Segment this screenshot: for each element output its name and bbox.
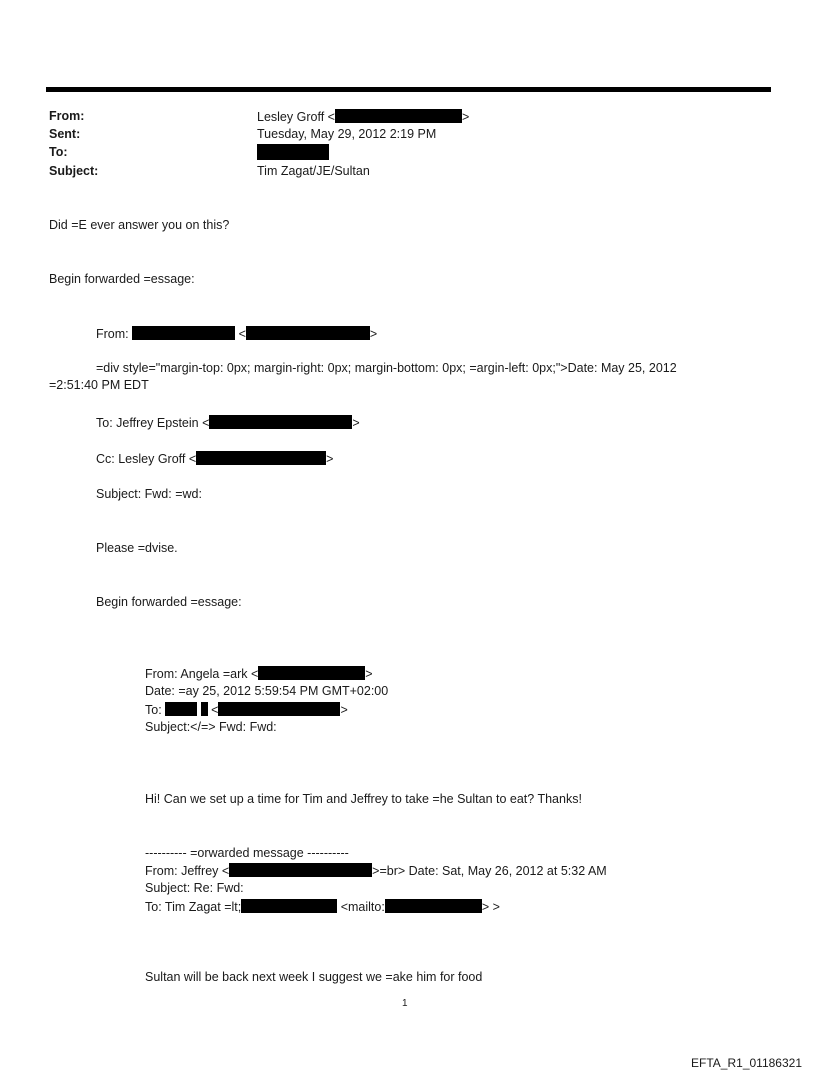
- sent-value: Tuesday, May 29, 2012 2:19 PM: [257, 127, 437, 141]
- fwd2-to-prefix: To:: [145, 703, 162, 717]
- fwd3-message: Sultan will be back next week I suggest we =ake him for food: [145, 970, 483, 984]
- fwd3-to-line: [145, 899, 500, 915]
- fwd1-from-mid: <: [238, 327, 246, 341]
- fwd1-begin: Begin forwarded =essage:: [96, 595, 242, 609]
- fwd3-subject: Subject: Re: Fwd:: [145, 881, 244, 895]
- fwd1-to-prefix: To: Jeffrey Epstein <: [96, 416, 210, 430]
- fwd2-to-line: [145, 702, 348, 718]
- fwd1-to-tail: >: [352, 416, 360, 430]
- from-value: [257, 109, 469, 125]
- fwd2-from-line: [145, 666, 373, 682]
- fwd3-separator: ---------- =orwarded message ----------: [145, 846, 349, 860]
- subject-label: Subject:: [49, 164, 99, 178]
- fwd1-div-line-1: =div style="margin-top: 0px; margin-right: 0px; margin-bottom: 0px; =argin-left: 0px;">Date: May 25, 2012: [96, 361, 677, 375]
- redaction-block: [246, 326, 370, 340]
- fwd2-subject: Subject:</=> Fwd: Fwd:: [145, 720, 277, 734]
- fwd3-to-mid: <mailto:: [340, 900, 385, 914]
- redaction-block: [229, 863, 372, 877]
- fwd2-to-mid: <: [211, 703, 219, 717]
- fwd2-from-tail: >: [365, 667, 373, 681]
- redaction-block: [258, 666, 365, 680]
- fwd3-from-line: [145, 863, 607, 879]
- redaction-block: [165, 702, 197, 716]
- to-label: To:: [49, 145, 68, 159]
- fwd1-cc-prefix: Cc: Lesley Groff <: [96, 452, 197, 466]
- document-id: EFTA_R1_01186321: [691, 1056, 802, 1070]
- fwd3-to-tail: > >: [481, 900, 500, 914]
- redaction-block: [201, 702, 208, 716]
- fwd3-to-prefix: To: Tim Zagat =lt;: [145, 900, 242, 914]
- fwd1-from-tail: >: [369, 327, 378, 341]
- from-tail: >: [461, 110, 470, 124]
- redaction-block: [196, 451, 326, 465]
- redaction-block: [132, 326, 235, 340]
- body-line-2: Begin forwarded =essage:: [49, 272, 195, 286]
- redaction-block: [209, 415, 352, 429]
- fwd3-from-prefix: From: Jeffrey <: [145, 864, 230, 878]
- header-rule: [46, 87, 771, 92]
- from-label: From:: [49, 109, 85, 123]
- fwd2-from-prefix: From: Angela =ark <: [145, 667, 259, 681]
- sent-label: Sent:: [49, 127, 81, 141]
- fwd1-cc-line: [96, 451, 333, 467]
- body-line-1: Did =E ever answer you on this?: [49, 218, 230, 232]
- fwd1-from-line: [96, 326, 377, 342]
- fwd1-from-label: From:: [96, 327, 129, 341]
- redaction-block: [241, 899, 337, 913]
- fwd2-to-tail: >: [340, 703, 348, 717]
- subject-value: Tim Zagat/JE/Sultan: [257, 164, 370, 178]
- fwd1-subject: Subject: Fwd: =wd:: [96, 487, 202, 501]
- from-name: Lesley Groff <: [257, 110, 335, 124]
- fwd1-cc-tail: >: [326, 452, 334, 466]
- fwd1-div-line-2: =2:51:40 PM EDT: [49, 378, 149, 392]
- redaction-block: [385, 899, 482, 913]
- page-number: 1: [402, 998, 408, 1009]
- redaction-block: [257, 144, 329, 160]
- fwd1-to-line: [96, 415, 360, 431]
- redaction-block: [218, 702, 340, 716]
- fwd1-advise: Please =dvise.: [96, 541, 178, 555]
- to-value: [257, 144, 329, 162]
- fwd2-message: Hi! Can we set up a time for Tim and Jeffrey to take =he Sultan to eat? Thanks!: [145, 792, 582, 806]
- fwd3-from-tail: >=br> Date: Sat, May 26, 2012 at 5:32 AM: [372, 864, 607, 878]
- redaction-block: [335, 109, 462, 123]
- fwd2-date: Date: =ay 25, 2012 5:59:54 PM GMT+02:00: [145, 684, 389, 698]
